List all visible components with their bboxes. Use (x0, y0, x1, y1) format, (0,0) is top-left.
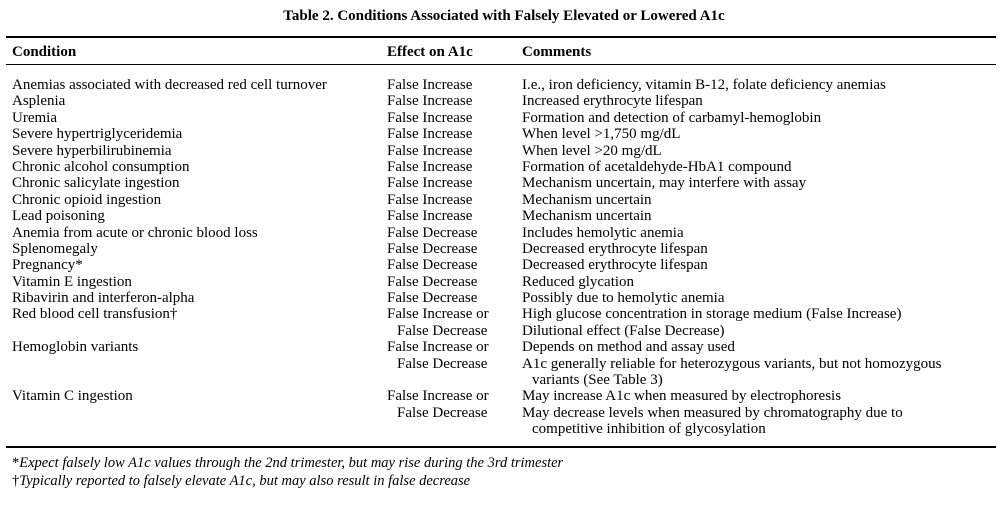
effect-cell (387, 274, 477, 290)
effect-line: False Increase (387, 158, 473, 175)
effect-line: False Increase or (387, 306, 489, 323)
condition-cell: Vitamin E ingestion (12, 273, 132, 290)
comment-line: I.e., iron deficiency, vitamin B-12, folate deficiency anemias (522, 77, 886, 93)
effect-line: False Increase (387, 191, 473, 208)
footnote-transfusion (12, 472, 470, 490)
comment-line: When level >1,750 mg/dL (522, 126, 681, 143)
condition-cell: Chronic salicylate ingestion (12, 175, 180, 192)
condition-cell: Chronic opioid ingestion (12, 191, 162, 208)
condition-cell: Severe hypertriglyceridemia (12, 126, 183, 143)
comment-line: Formation and detection of carbamyl-hemoglobin (522, 109, 822, 126)
comments-cell (522, 388, 903, 437)
condition-cell: Anemias associated with decreased red cell turnover (12, 77, 327, 93)
effect-line: False Increase or (387, 339, 489, 356)
table-row (0, 143, 1008, 159)
comment-line: Increased erythrocyte lifespan (522, 93, 703, 110)
table-row (0, 241, 1008, 257)
comments-cell (522, 192, 652, 208)
effect-cell (387, 93, 472, 109)
comment-line: variants (See Table 3) (532, 372, 663, 389)
footnote-pregnancy (12, 454, 563, 472)
header-comments: Comments (522, 44, 592, 60)
condition-cell: Asplenia (12, 93, 66, 110)
comment-line: Formation of acetaldehyde-HbA1 compound (522, 158, 792, 175)
effect-cell (387, 241, 477, 257)
effect-cell (387, 208, 472, 224)
table-row (0, 274, 1008, 290)
effect-cell (387, 225, 477, 241)
footnote-mark: * (12, 455, 20, 471)
effect-line: False Increase (387, 142, 473, 159)
effect-line: False Increase or (387, 388, 489, 405)
effect-line: False Decrease (397, 355, 488, 372)
header-condition: Condition (12, 44, 77, 60)
footnote-text: Typically reported to falsely elevate A1c, but may also result in false decrease (19, 473, 471, 489)
comments-cell (522, 126, 680, 142)
comments-cell (522, 225, 684, 241)
table-row (0, 339, 1008, 388)
header-rule (6, 64, 996, 65)
table-row (0, 110, 1008, 126)
condition-cell: Splenomegaly (12, 240, 98, 257)
table-caption: Table 2. Conditions Associated with Falsely Elevated or Lowered A1c (283, 8, 725, 24)
comment-line: May increase A1c when measured by electrophoresis (522, 388, 842, 405)
effect-line: False Decrease (387, 224, 478, 241)
effect-line: False Decrease (397, 322, 488, 339)
table-row (0, 306, 1008, 339)
effect-cell (387, 306, 489, 339)
table-row (0, 225, 1008, 241)
comment-line: High glucose concentration in storage medium (False Increase) (522, 306, 902, 323)
top-rule (6, 36, 996, 38)
effect-cell (387, 339, 489, 372)
comment-line: Dilutional effect (False Decrease) (522, 322, 725, 339)
comments-cell (522, 93, 703, 109)
condition-cell: Uremia (12, 109, 57, 126)
effect-cell (387, 290, 477, 306)
comment-line: Includes hemolytic anemia (522, 224, 684, 241)
comments-cell (522, 208, 652, 224)
condition-cell: Vitamin C ingestion (12, 388, 133, 405)
effect-cell (387, 110, 472, 126)
comment-line: Depends on method and assay used (522, 339, 735, 356)
effect-cell (387, 143, 472, 159)
comment-line: Mechanism uncertain (522, 208, 652, 225)
table-row (0, 257, 1008, 273)
header-effect: Effect on A1c (387, 44, 473, 60)
table-row (0, 126, 1008, 142)
effect-line: False Decrease (387, 257, 478, 274)
comments-cell (522, 110, 821, 126)
effect-line: False Decrease (387, 273, 478, 290)
comments-cell (522, 290, 724, 306)
effect-cell (387, 192, 472, 208)
comments-cell (522, 257, 708, 273)
effect-cell (387, 257, 477, 273)
comment-line: Decreased erythrocyte lifespan (522, 257, 708, 274)
table-row (0, 93, 1008, 109)
effect-line: False Decrease (397, 404, 488, 421)
comment-line: Mechanism uncertain (522, 191, 652, 208)
condition-cell: Lead poisoning (12, 208, 105, 225)
condition-cell: Anemia from acute or chronic blood loss (12, 224, 258, 241)
comments-cell (522, 339, 941, 388)
condition-cell: Red blood cell transfusion† (12, 306, 178, 323)
condition-cell: Pregnancy* (12, 257, 83, 274)
comments-cell (522, 175, 806, 191)
effect-cell (387, 159, 472, 175)
table-row (0, 208, 1008, 224)
effect-cell (387, 388, 489, 421)
effect-cell (387, 77, 472, 93)
effect-cell (387, 126, 472, 142)
effect-line: False Increase (387, 93, 473, 110)
table-row (0, 159, 1008, 175)
effect-line: False Decrease (387, 240, 478, 257)
effect-line: False Decrease (387, 290, 478, 307)
table-row (0, 388, 1008, 437)
effect-cell (387, 175, 472, 191)
comment-line: A1c generally reliable for heterozygous variants, but not homozygous (522, 355, 942, 372)
comment-line: May decrease levels when measured by chromatography due to (522, 404, 903, 421)
comment-line: Possibly due to hemolytic anemia (522, 290, 725, 307)
bottom-rule (6, 446, 996, 448)
comments-cell (522, 306, 901, 339)
table-row (0, 77, 1008, 93)
effect-line: False Increase (387, 77, 473, 93)
comment-line: Decreased erythrocyte lifespan (522, 240, 708, 257)
comments-cell (522, 274, 634, 290)
condition-cell: Severe hyperbilirubinemia (12, 142, 172, 159)
table-row (0, 192, 1008, 208)
comment-line: When level >20 mg/dL (522, 142, 662, 159)
condition-cell: Hemoglobin variants (12, 339, 139, 356)
effect-line: False Increase (387, 208, 473, 225)
footnote-mark: † (12, 473, 20, 489)
effect-line: False Increase (387, 109, 473, 126)
comment-line: competitive inhibition of glycosylation (532, 421, 766, 438)
condition-cell: Ribavirin and interferon-alpha (12, 290, 195, 307)
effect-line: False Increase (387, 175, 473, 192)
comment-line: Reduced glycation (522, 273, 635, 290)
comments-cell (522, 77, 886, 93)
comments-cell (522, 159, 792, 175)
comments-cell (522, 143, 662, 159)
effect-line: False Increase (387, 126, 473, 143)
table-row (0, 175, 1008, 191)
comment-line: Mechanism uncertain, may interfere with assay (522, 175, 807, 192)
comments-cell (522, 241, 708, 257)
table-body (0, 77, 1008, 438)
condition-cell: Chronic alcohol consumption (12, 158, 190, 175)
footnote-text: Expect falsely low A1c values through the 2nd trimester, but may rise during the 3rd trimester (19, 455, 564, 471)
table-row (0, 290, 1008, 306)
